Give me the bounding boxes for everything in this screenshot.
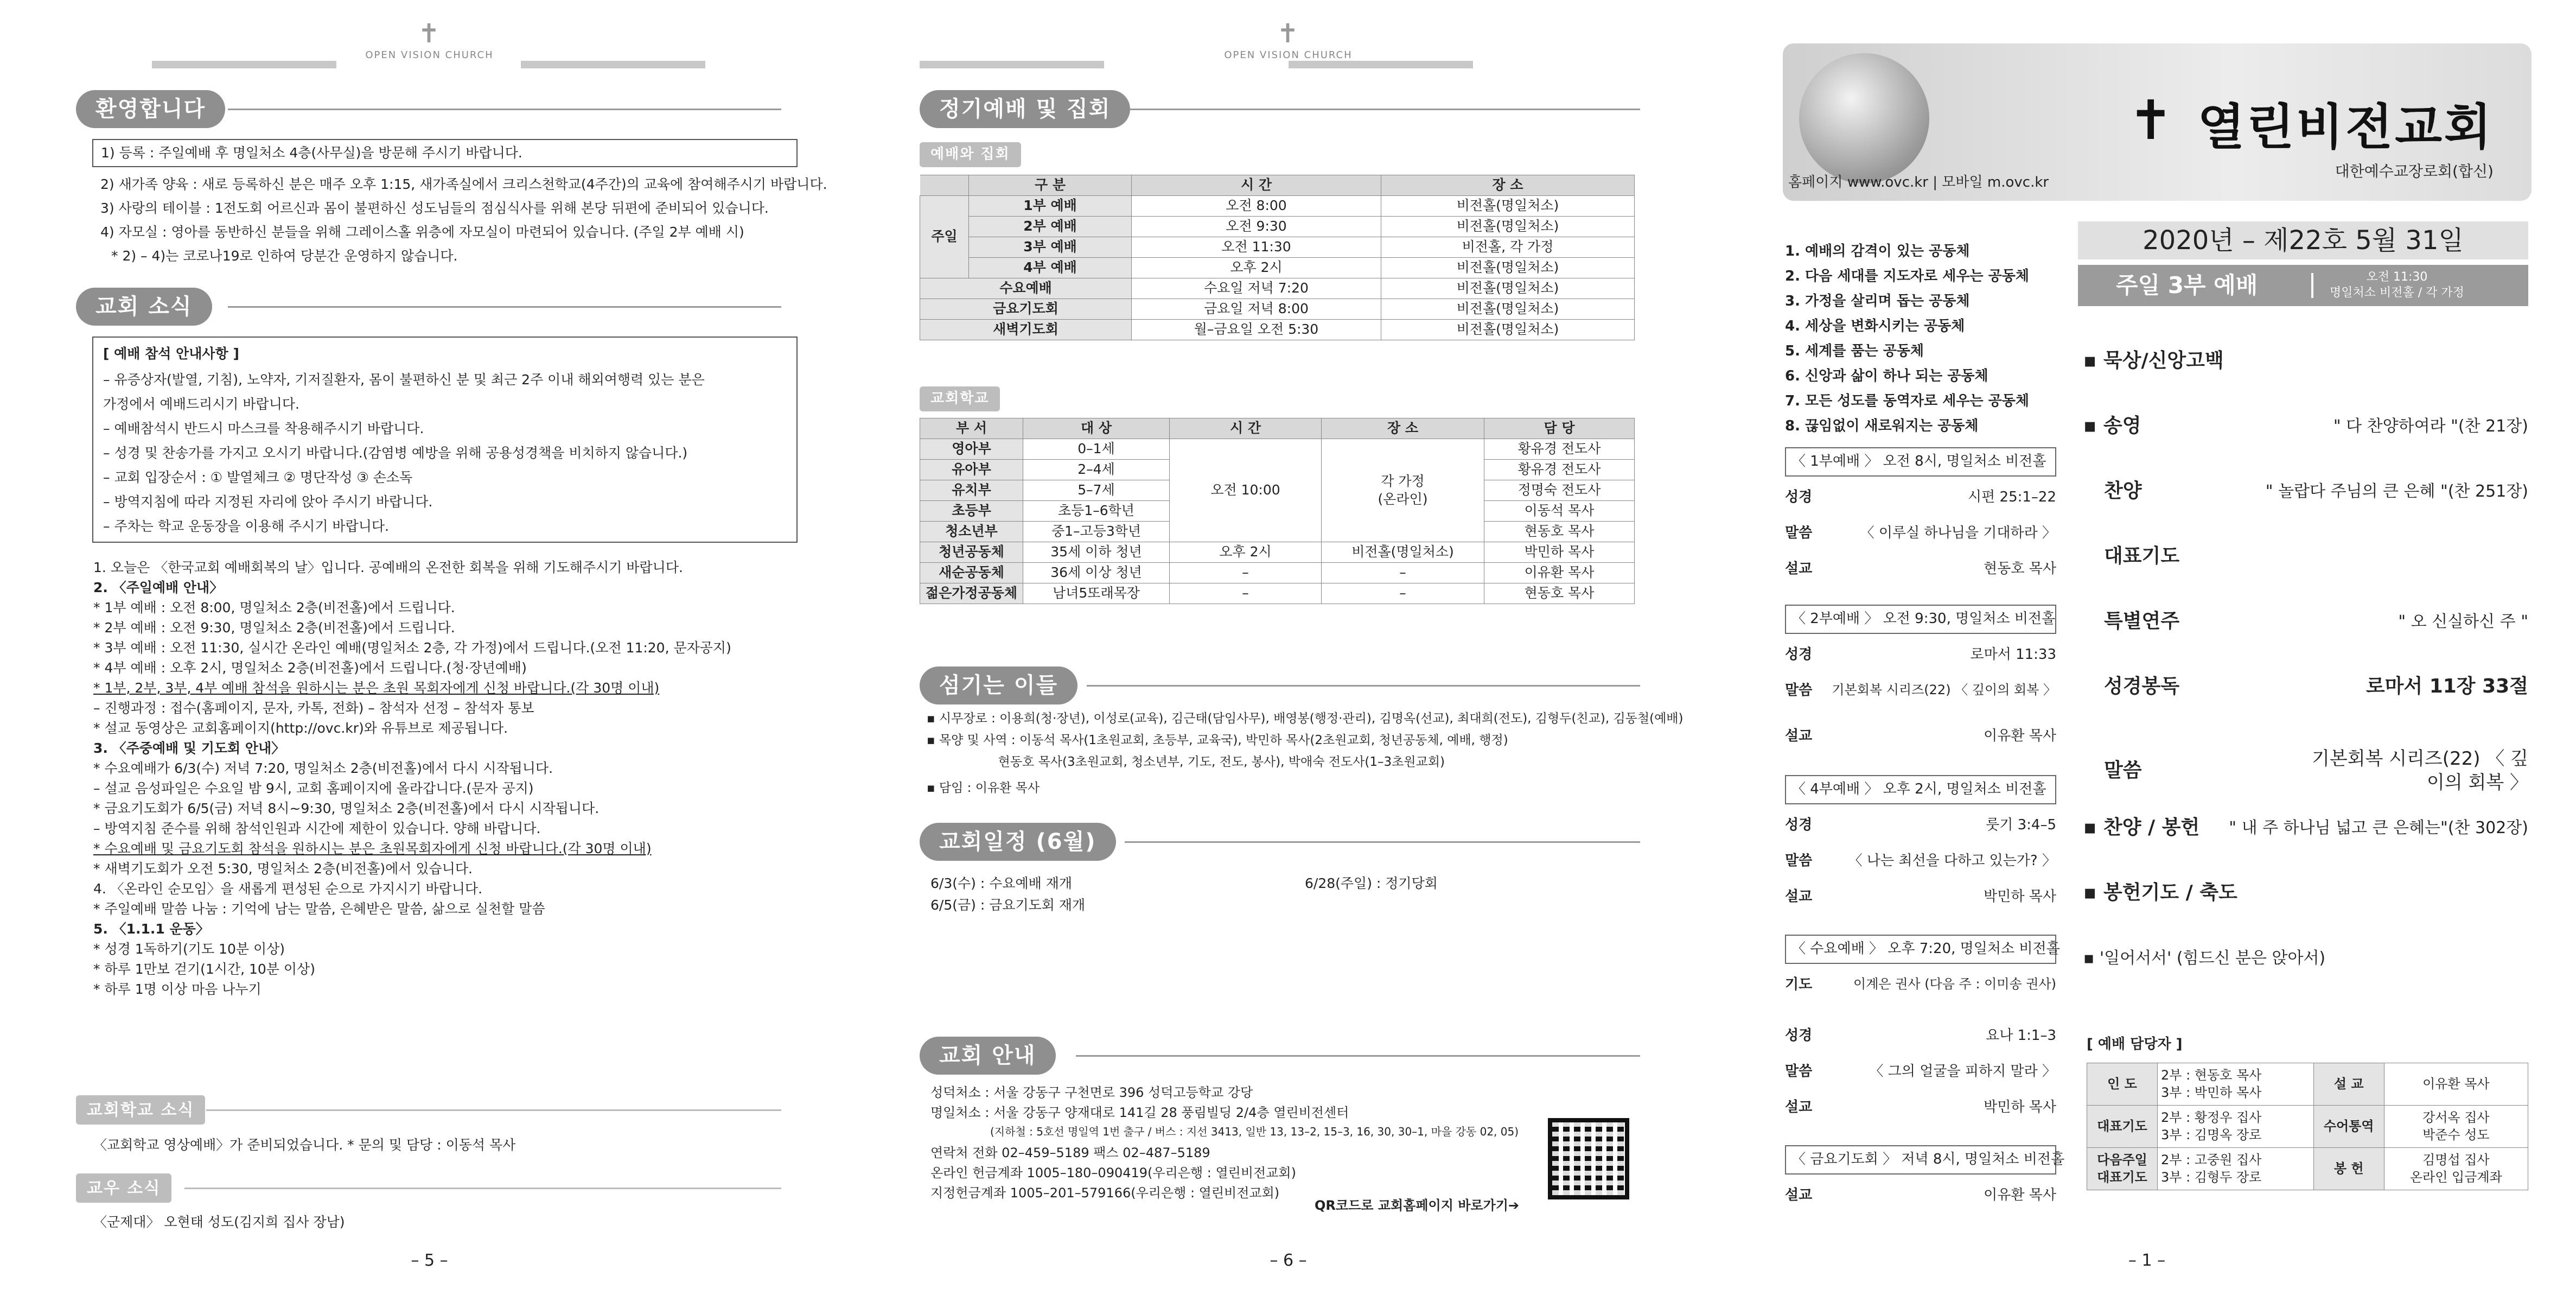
school-time-main: 오전 10:00 — [1170, 439, 1322, 542]
schedule-title: 교회일정 (6월) — [920, 823, 1116, 861]
issue-date: 2020년 – 제22호 5월 31일 — [2078, 221, 2528, 259]
news-title: 교회 소식 — [76, 288, 212, 326]
church-logo-icon: ✝ — [1277, 18, 1300, 49]
service-row — [1785, 560, 2056, 579]
worship-name: 3부 예배 — [969, 237, 1132, 258]
welcome-item-1: 1) 등록 : 주일예배 후 명일처소 4층(사무실)을 방문해 주시기 바랍니다. — [101, 145, 522, 161]
school-col-header: 부 서 — [920, 418, 1023, 439]
info-item: (지하철 : 5호선 명일역 1번 출구 / 버스 : 지선 3413, 일반 13, 13–2, 15–3, 16, 30, 30–1, 마을 강동 02, 05) — [990, 1125, 1519, 1138]
dept-staff: 황유경 전도사 — [1484, 439, 1635, 460]
info-rule — [1076, 1055, 1640, 1057]
worship-place: 비전홀(명일처소) — [1381, 299, 1635, 320]
row-value: 〈 나는 최선을 다하고 있는가? 〉 — [1848, 853, 2056, 869]
table-row — [920, 542, 1635, 563]
info-list — [930, 1084, 1519, 1205]
church-english-name: OPEN VISION CHURCH — [365, 49, 494, 61]
school-place-main: 각 가정 (온라인) — [1322, 439, 1484, 542]
order-item — [2083, 608, 2528, 635]
table-row — [920, 196, 1635, 217]
order-value: 로마서 11장 33절 — [2365, 675, 2528, 697]
vision-item: 5. 세계를 품는 공동체 — [1785, 343, 1924, 359]
vision-item: 7. 모든 성도를 동역자로 세우는 공동체 — [1785, 393, 2029, 409]
news-item: 3. 〈주중예배 및 기도회 안내〉 — [93, 740, 285, 756]
dash-cell: – — [1170, 583, 1322, 604]
duty-table — [2087, 1063, 2528, 1190]
worship-col-header: 장 소 — [1381, 175, 1635, 196]
wednesday-service-header: 〈 수요예배 〉 오후 7:20, 명일처소 비전홀 — [1785, 935, 2056, 964]
news-item: * 설교 동영상은 교회홈페이지(http://ovc.kr)와 유튜브로 제공됩니다. — [93, 720, 508, 736]
news-item: 5. 〈1.1.1 운동〉 — [93, 921, 209, 937]
news-rule — [228, 306, 781, 308]
service-row — [1785, 727, 2056, 746]
dept-staff: 황유경 전도사 — [1484, 460, 1635, 480]
row-label: 설교 — [1785, 1099, 1813, 1115]
news-item: * 1부 예배 : 오전 8:00, 명일처소 2층(비전홀)에서 드립니다. — [93, 600, 455, 615]
row-label: 기도 — [1785, 976, 1813, 993]
dept-staff: 현동호 목사 — [1484, 583, 1635, 604]
header-bar-right — [1289, 61, 1473, 68]
service-2-header: 〈 2부예배 〉 오전 9:30, 명일처소 비전홀 — [1785, 605, 2056, 634]
vision-item: 1. 예배의 감격이 있는 공동체 — [1785, 243, 1970, 259]
worship-time: 오전 11:30 — [1132, 237, 1381, 258]
order-value: " 놀랍다 주님의 큰 은혜 "(찬 251장) — [2265, 481, 2528, 501]
row-label: 말씀 — [1785, 682, 1813, 699]
schedule-item: 6/28(주일) : 정기당회 — [1305, 875, 1438, 891]
servant-item: ▪ 담임 : 이유환 목사 — [927, 781, 1040, 795]
vision-item: 4. 세상을 변화시키는 공동체 — [1785, 318, 1965, 334]
info-title: 교회 안내 — [920, 1037, 1056, 1075]
worship-time: 월–금요일 오전 5:30 — [1132, 320, 1381, 340]
page-number: – 5 – — [411, 1251, 448, 1270]
vision-item: 8. 끊임없이 새로워지는 공동체 — [1785, 418, 1979, 434]
news-item: * 수요예배가 6/3(수) 저녁 7:20, 명일처소 2층(비전홀)에서 다시 시작됩니다. — [93, 760, 553, 776]
member-news-title: 교우 소식 — [76, 1173, 171, 1203]
order-item — [2083, 749, 2528, 792]
order-value: " 오 신실하신 주 " — [2398, 612, 2528, 631]
service-row — [1785, 816, 2056, 835]
church-name: 열린비전교회 — [2197, 99, 2494, 156]
servants-title: 섬기는 이들 — [920, 666, 1077, 704]
row-label: 설교 — [1785, 561, 1813, 577]
news-item: * 3부 예배 : 오전 11:30, 실시간 온라인 예배(명일처소 2층, 각 가정)에서 드립니다.(오전 11:20, 문자공지) — [93, 640, 731, 656]
table-row — [2087, 1106, 2528, 1148]
service-meta — [2330, 270, 2464, 301]
news-item: – 방역지침 준수를 위해 참석인원과 시간에 제한이 있습니다. 양해 바랍니다. — [93, 821, 541, 836]
dept-name: 영아부 — [920, 439, 1023, 460]
row-value: 요나 1:1–3 — [1986, 1027, 2056, 1044]
order-item — [2083, 814, 2528, 841]
dept-name: 초등부 — [920, 501, 1023, 522]
church-header — [0, 18, 859, 61]
row-value: 현동호 목사 — [1984, 561, 2056, 577]
news-item: * 4부 예배 : 오후 2시, 명일처소 2층(비전홀)에서 드립니다.(청·장년예배) — [93, 660, 527, 676]
worship-name: 2부 예배 — [969, 217, 1132, 237]
header-bar-left — [920, 61, 1104, 68]
servants-list — [927, 711, 1684, 802]
table-row — [2087, 1063, 2528, 1106]
school-news-text: 〈교회학교 영상예배〉가 준비되었습니다. * 문의 및 담당 : 이동석 목사 — [93, 1137, 516, 1153]
service-row — [1785, 488, 2056, 507]
row-value: 이유환 목사 — [1984, 1187, 2056, 1203]
homepage-qr-code-icon[interactable] — [1548, 1118, 1629, 1199]
member-news-rule — [184, 1188, 781, 1189]
dash-cell: – — [1322, 563, 1484, 583]
vision-item: 3. 가정을 살리며 돕는 공동체 — [1785, 293, 1970, 309]
guide-line: 가정에서 예배드리시기 바랍니다. — [103, 396, 299, 412]
church-english-name: OPEN VISION CHURCH — [1224, 49, 1353, 61]
dash-cell: – — [1322, 583, 1484, 604]
globe-icon — [1799, 53, 1929, 183]
worship-place: 비전홀(명일처소) — [1381, 196, 1635, 217]
order-key: 특별연주 — [2104, 610, 2180, 632]
worship-place: 비전홀(명일처소) — [1381, 217, 1635, 237]
row-value: 〈 이루실 하나님을 기대하라 〉 — [1860, 525, 2056, 541]
news-item: * 1부, 2부, 3부, 4부 예배 참석을 원하시는 분은 초원 목회자에게 신청 바랍니다.(각 30명 이내) — [93, 680, 660, 696]
order-key: 말씀 — [2104, 759, 2142, 782]
welcome-register-box — [92, 139, 798, 167]
vision-list — [1785, 239, 2029, 439]
news-item: 1. 오늘은 〈한국교회 예배회복의 날〉입니다. 공예배의 온전한 회복을 위해 기도해주시기 바랍니다. — [93, 560, 683, 575]
worship-name: 금요기도회 — [920, 299, 1132, 320]
church-logo-icon: ✝ — [418, 18, 441, 49]
page-number: – 1 – — [2128, 1251, 2166, 1270]
table-row — [920, 563, 1635, 583]
row-label: 성경 — [1785, 489, 1813, 505]
welcome-rule — [228, 109, 781, 110]
worship-time: 수요일 저녁 7:20 — [1132, 278, 1381, 299]
service-row — [1785, 1186, 2056, 1205]
worship-col-header: 구 분 — [969, 175, 1132, 196]
schedule-rule — [1125, 841, 1640, 843]
order-key: ▪ 송영 — [2083, 414, 2141, 437]
worship-rule — [1130, 109, 1640, 110]
row-label: 말씀 — [1785, 525, 1813, 541]
dash-cell: – — [1170, 563, 1322, 583]
homepage-info: 홈페이지 www.ovc.kr | 모바일 m.ovc.kr — [1788, 174, 2049, 191]
row-value: 〈 그의 얼굴을 피하지 말라 〉 — [1869, 1063, 2056, 1080]
vision-item: 6. 신앙과 삶이 하나 되는 공동체 — [1785, 368, 1988, 384]
table-row — [920, 439, 1635, 460]
info-item: 지정헌금계좌 1005–201–579166(우리은행 : 열린비전교회) — [930, 1185, 1280, 1201]
servant-item: ▪ 목양 및 사역 : 이동석 목사(1초원교회, 초등부, 교육국), 박민하 목사(2초원교회, 청년공동체, 예배, 행정) — [927, 733, 1508, 747]
page-6 — [859, 0, 1718, 1295]
duty-person: 2부 : 황정우 집사 3부 : 김명옥 장로 — [2158, 1106, 2314, 1148]
qr-caption: QR코드로 교회홈페이지 바로가기➔ — [1315, 1198, 1520, 1213]
worship-section-title: 정기예배 및 집회 — [920, 90, 1130, 128]
news-item: * 하루 1만보 걷기(1시간, 10분 이상) — [93, 961, 315, 977]
table-row — [920, 583, 1635, 604]
news-item: 2. 〈주일예배 안내〉 — [93, 580, 224, 595]
service-row — [1785, 682, 2056, 700]
duty-role: 다음주일 대표기도 — [2087, 1148, 2158, 1190]
dept-name: 젊은가정공동체 — [920, 583, 1023, 604]
order-item — [2083, 478, 2528, 505]
dept-staff: 현동호 목사 — [1484, 522, 1635, 542]
worship-table — [920, 175, 1635, 340]
news-item: * 수요예배 및 금요기도회 참석을 원하시는 분은 초원목회자에게 신청 바랍니다.(각 30명 이내) — [93, 841, 652, 856]
duty-person: 2부 : 고중원 집사 3부 : 김형두 장로 — [2158, 1148, 2314, 1190]
friday-prayer-header: 〈 금요기도회 〉 저녁 8시, 명일처소 비전홀 — [1785, 1145, 2056, 1175]
dept-target: 남녀5또래목장 — [1023, 583, 1170, 604]
row-value: 로마서 11:33 — [1970, 646, 2056, 663]
info-item: 온라인 헌금계좌 1005–180–090419(우리은행 : 열린비전교회) — [930, 1165, 1296, 1180]
school-news-title: 교회학교 소식 — [76, 1095, 205, 1125]
duty-title: [ 예배 담당자 ] — [2087, 1036, 2183, 1052]
order-key: 대표기도 — [2104, 544, 2180, 567]
dept-staff: 이동석 목사 — [1484, 501, 1635, 522]
worship-place: 비전홀, 각 가정 — [1381, 237, 1635, 258]
row-value: 박민하 목사 — [1984, 1099, 2056, 1115]
worship-time: 오전 9:30 — [1132, 217, 1381, 237]
attendance-guide-box — [92, 337, 798, 543]
news-item: 4. 〈온라인 순모임〉을 새롭게 편성된 순으로 가지시기 바랍니다. — [93, 881, 483, 897]
news-item: * 새벽기도회가 오전 5:30, 명일처소 2층(비전홀)에서 있습니다. — [93, 861, 473, 877]
table-row — [920, 217, 1635, 237]
worship-time: 오전 8:00 — [1132, 196, 1381, 217]
info-item: 성덕처소 : 서울 강동구 구천면로 396 성덕고등학교 강당 — [930, 1085, 1253, 1100]
duty-person: 강서옥 집사 박준수 성도 — [2384, 1106, 2528, 1148]
news-item: * 하루 1명 이상 마음 나누기 — [93, 981, 262, 997]
news-item: – 진행과정 : 접수(홈페이지, 문자, 카톡, 전화) – 참석자 선정 – 참석자 통보 — [93, 700, 534, 716]
service-banner — [2078, 265, 2528, 306]
order-key: ▪ 찬양 / 봉헌 — [2083, 816, 2200, 839]
dept-name: 청년공동체 — [920, 542, 1023, 563]
guide-line: – 성경 및 찬송가를 가지고 오시기 바랍니다.(감염병 예방을 위해 공용성경책을 비치하지 않습니다.) — [103, 445, 688, 461]
worship-place: 비전홀(명일처소) — [1381, 278, 1635, 299]
service-row — [1785, 888, 2056, 906]
order-item — [2083, 879, 2528, 906]
dept-target: 36세 이상 청년 — [1023, 563, 1170, 583]
service-place: 명일처소 비전홀 / 각 가정 — [2330, 286, 2464, 300]
order-value: " 다 찬양하여라 "(찬 21장) — [2333, 416, 2528, 436]
row-label: 설교 — [1785, 888, 1813, 905]
news-item: * 금요기도회가 6/5(금) 저녁 8시~9:30, 명일처소 2층(비전홀)에서 다시 시작됩니다. — [93, 801, 600, 816]
duty-person: 이유환 목사 — [2384, 1063, 2528, 1106]
denomination: 대한예수교장로회(합신) — [2335, 162, 2494, 180]
service-row — [1785, 1027, 2056, 1045]
row-label: 말씀 — [1785, 853, 1813, 869]
worship-time: 오후 2시 — [1132, 258, 1381, 278]
row-label: 말씀 — [1785, 1063, 1813, 1080]
school-place-youth: 비전홀(명일처소) — [1322, 542, 1484, 563]
guide-line: – 예배참석시 반드시 마스크를 착용해주시기 바랍니다. — [103, 421, 424, 436]
page-5 — [0, 0, 859, 1295]
service-name: 주일 3부 예배 — [2116, 271, 2258, 299]
dept-name: 유아부 — [920, 460, 1023, 480]
welcome-note: * 2) – 4)는 코로나19로 인하여 당분간 운영하지 않습니다. — [111, 248, 458, 264]
welcome-item-3: 3) 사랑의 테이블 : 1전도회 어르신과 몸이 불편하신 성도님들의 점심식사를 위해 본당 뒤편에 준비되어 있습니다. — [100, 200, 769, 216]
welcome-item-4: 4) 자모실 : 영아를 동반하신 분들을 위해 그레이스홀 위층에 자모실이 마련되어 있습니다. (주일 2부 예배 시) — [100, 224, 744, 240]
worship-name: 1부 예배 — [969, 196, 1132, 217]
guide-line: – 교회 입장순서 : ① 발열체크 ② 명단작성 ③ 손소독 — [103, 469, 413, 485]
order-item — [2083, 543, 2528, 570]
row-label: 성경 — [1785, 817, 1813, 833]
service-4-header: 〈 4부예배 〉 오후 2시, 명일처소 비전홀 — [1785, 775, 2056, 804]
news-item: * 2부 예배 : 오전 9:30, 명일처소 2층(비전홀)에서 드립니다. — [93, 620, 455, 636]
schedule-item: 6/5(금) : 금요기도회 재개 — [930, 897, 1086, 913]
member-news-text: 〈군제대〉 오현태 성도(김지희 집사 장남) — [93, 1214, 345, 1230]
dept-name: 청소년부 — [920, 522, 1023, 542]
row-value: 룻기 3:4–5 — [1986, 817, 2056, 833]
service-row — [1785, 976, 2056, 994]
service-1-header: 〈 1부예배 〉 오전 8시, 명일처소 비전홀 — [1785, 447, 2056, 477]
worship-place: 비전홀(명일처소) — [1381, 320, 1635, 340]
dept-target: 중1–고등3학년 — [1023, 522, 1170, 542]
row-value: 시편 25:1–22 — [1968, 489, 2056, 505]
service-row — [1785, 646, 2056, 664]
order-key: 성경봉독 — [2104, 675, 2180, 697]
order-value: 기본회복 시리즈(22) 〈 깊이의 회복 〉 — [2312, 747, 2528, 793]
servant-item: 현동호 목사(3초원교회, 청소년부, 기도, 전도, 봉사), 박애숙 전도사(1–3초원교회) — [927, 755, 1445, 769]
welcome-list — [100, 173, 827, 268]
table-row — [920, 320, 1635, 340]
dept-name: 유치부 — [920, 480, 1023, 501]
news-item: * 성경 1독하기(기도 10분 이상) — [93, 941, 285, 957]
row-value: 기본회복 시리즈(22) 〈 깊이의 회복 〉 — [1832, 682, 2056, 697]
order-key: ▪ '일어서서' (힘드신 분은 앉아서) — [2083, 948, 2326, 968]
order-item — [2083, 673, 2528, 700]
church-logo-icon: ✝ — [2128, 88, 2173, 152]
worship-group-sunday: 주일 — [920, 196, 969, 278]
dept-target: 0–1세 — [1023, 439, 1170, 460]
dept-staff: 정명숙 전도사 — [1484, 480, 1635, 501]
school-news-rule — [206, 1109, 781, 1111]
row-value: 박민하 목사 — [1984, 888, 2056, 905]
guide-line: – 유증상자(발열, 기침), 노약자, 기저질환자, 몸이 불편하신 분 및 최근 2주 이내 해외여행력 있는 분은 — [103, 372, 705, 388]
dept-staff: 이유환 목사 — [1484, 563, 1635, 583]
guide-line: – 방역지침에 따라 지정된 자리에 앉아 주시기 바랍니다. — [103, 494, 433, 510]
dept-target: 초등1–6학년 — [1023, 501, 1170, 522]
table-row — [920, 258, 1635, 278]
school-subtitle: 교회학교 — [920, 386, 1000, 411]
school-col-header: 장 소 — [1322, 418, 1484, 439]
worship-subtitle: 예배와 집회 — [920, 142, 1021, 167]
order-key: 찬양 — [2104, 479, 2142, 502]
table-row — [2087, 1148, 2528, 1190]
info-item: 연락처 전화 02–459–5189 팩스 02–487–5189 — [930, 1145, 1210, 1160]
divider — [2311, 273, 2313, 298]
row-label: 설교 — [1785, 728, 1813, 744]
school-col-header: 시 간 — [1170, 418, 1322, 439]
service-row — [1785, 524, 2056, 543]
church-header — [859, 18, 1718, 61]
worship-name: 4부 예배 — [969, 258, 1132, 278]
worship-time: 금요일 저녁 8:00 — [1132, 299, 1381, 320]
service-row — [1785, 1099, 2056, 1117]
duty-person: 김명섭 집사 온라인 입금계좌 — [2384, 1148, 2528, 1190]
vision-item: 2. 다음 세대를 지도자로 세우는 공동체 — [1785, 268, 2029, 284]
dept-target: 35세 이하 청년 — [1023, 542, 1170, 563]
dept-target: 5–7세 — [1023, 480, 1170, 501]
dept-staff: 박민하 목사 — [1484, 542, 1635, 563]
header-bar-right — [521, 61, 705, 68]
order-item — [2083, 347, 2528, 374]
worship-col-header: 시 간 — [1132, 175, 1381, 196]
info-item: 명일처소 : 서울 강동구 양재대로 141길 28 풍림빌딩 2/4층 열린비전센터 — [930, 1105, 1349, 1120]
order-key: ▪ 봉헌기도 / 축도 — [2083, 881, 2237, 904]
worship-place: 비전홀(명일처소) — [1381, 258, 1635, 278]
table-row — [920, 299, 1635, 320]
table-row — [920, 237, 1635, 258]
guide-line: – 주차는 학교 운동장을 이용해 주시기 바랍니다. — [103, 518, 389, 534]
row-value: 이유환 목사 — [1984, 728, 2056, 744]
row-label: 설교 — [1785, 1187, 1813, 1203]
school-time-youth: 오후 2시 — [1170, 542, 1322, 563]
dept-name: 새순공동체 — [920, 563, 1023, 583]
duty-role: 대표기도 — [2087, 1106, 2158, 1148]
service-time: 오전 11:30 — [2366, 270, 2428, 284]
order-item — [2083, 944, 2528, 972]
servant-item: ▪ 시무장로 : 이용희(청·장년), 이성로(교육), 김근태(담임사무), 배영봉(행정·관리), 김명옥(선교), 최대희(전도), 김형두(친교), 김동철(예배) — [927, 712, 1684, 726]
school-table — [920, 418, 1635, 604]
servants-rule — [1087, 685, 1640, 687]
worship-name: 수요예배 — [920, 278, 1132, 299]
duty-person: 2부 : 현동호 목사 3부 : 박민하 목사 — [2158, 1063, 2314, 1106]
duty-role: 설 교 — [2313, 1063, 2384, 1106]
table-row — [920, 278, 1635, 299]
row-label: 성경 — [1785, 1027, 1813, 1044]
welcome-title: 환영합니다 — [76, 90, 225, 128]
school-col-header: 담 당 — [1484, 418, 1635, 439]
news-list — [93, 559, 731, 1001]
order-item — [2083, 412, 2528, 440]
dept-target: 2–4세 — [1023, 460, 1170, 480]
service-row — [1785, 852, 2056, 871]
order-key: ▪ 묵상/신앙고백 — [2083, 349, 2224, 372]
page-number: – 6 – — [1270, 1251, 1307, 1270]
row-value: 이계은 권사 (다음 주 : 이미송 권사) — [1853, 976, 2056, 992]
attendance-guide-title: [ 예배 참석 안내사항 ] — [103, 346, 239, 361]
duty-role: 인 도 — [2087, 1063, 2158, 1106]
duty-role: 수어통역 — [2313, 1106, 2384, 1148]
duty-role: 봉 헌 — [2313, 1148, 2384, 1190]
header-bar-left — [152, 61, 336, 68]
row-label: 성경 — [1785, 646, 1813, 663]
news-item: * 주일예배 말씀 나눔 : 기억에 남는 말씀, 은혜받은 말씀, 삶으로 실천할 말씀 — [93, 901, 545, 917]
welcome-item-2: 2) 새가족 양육 : 새로 등록하신 분은 매주 오후 1:15, 새가족실에서 크리스천학교(4주간)의 교육에 참여해주시기 바랍니다. — [100, 176, 827, 192]
schedule-item: 6/3(수) : 수요예배 재개 — [930, 875, 1073, 891]
school-col-header: 대 상 — [1023, 418, 1170, 439]
service-row — [1785, 1063, 2056, 1081]
news-item: – 설교 음성파일은 수요일 밤 9시, 교회 홈페이지에 올라갑니다.(문자 공지) — [93, 780, 534, 796]
worship-name: 새벽기도회 — [920, 320, 1132, 340]
order-value: " 내 주 하나님 넓고 큰 은혜는"(찬 302장) — [2229, 818, 2528, 837]
